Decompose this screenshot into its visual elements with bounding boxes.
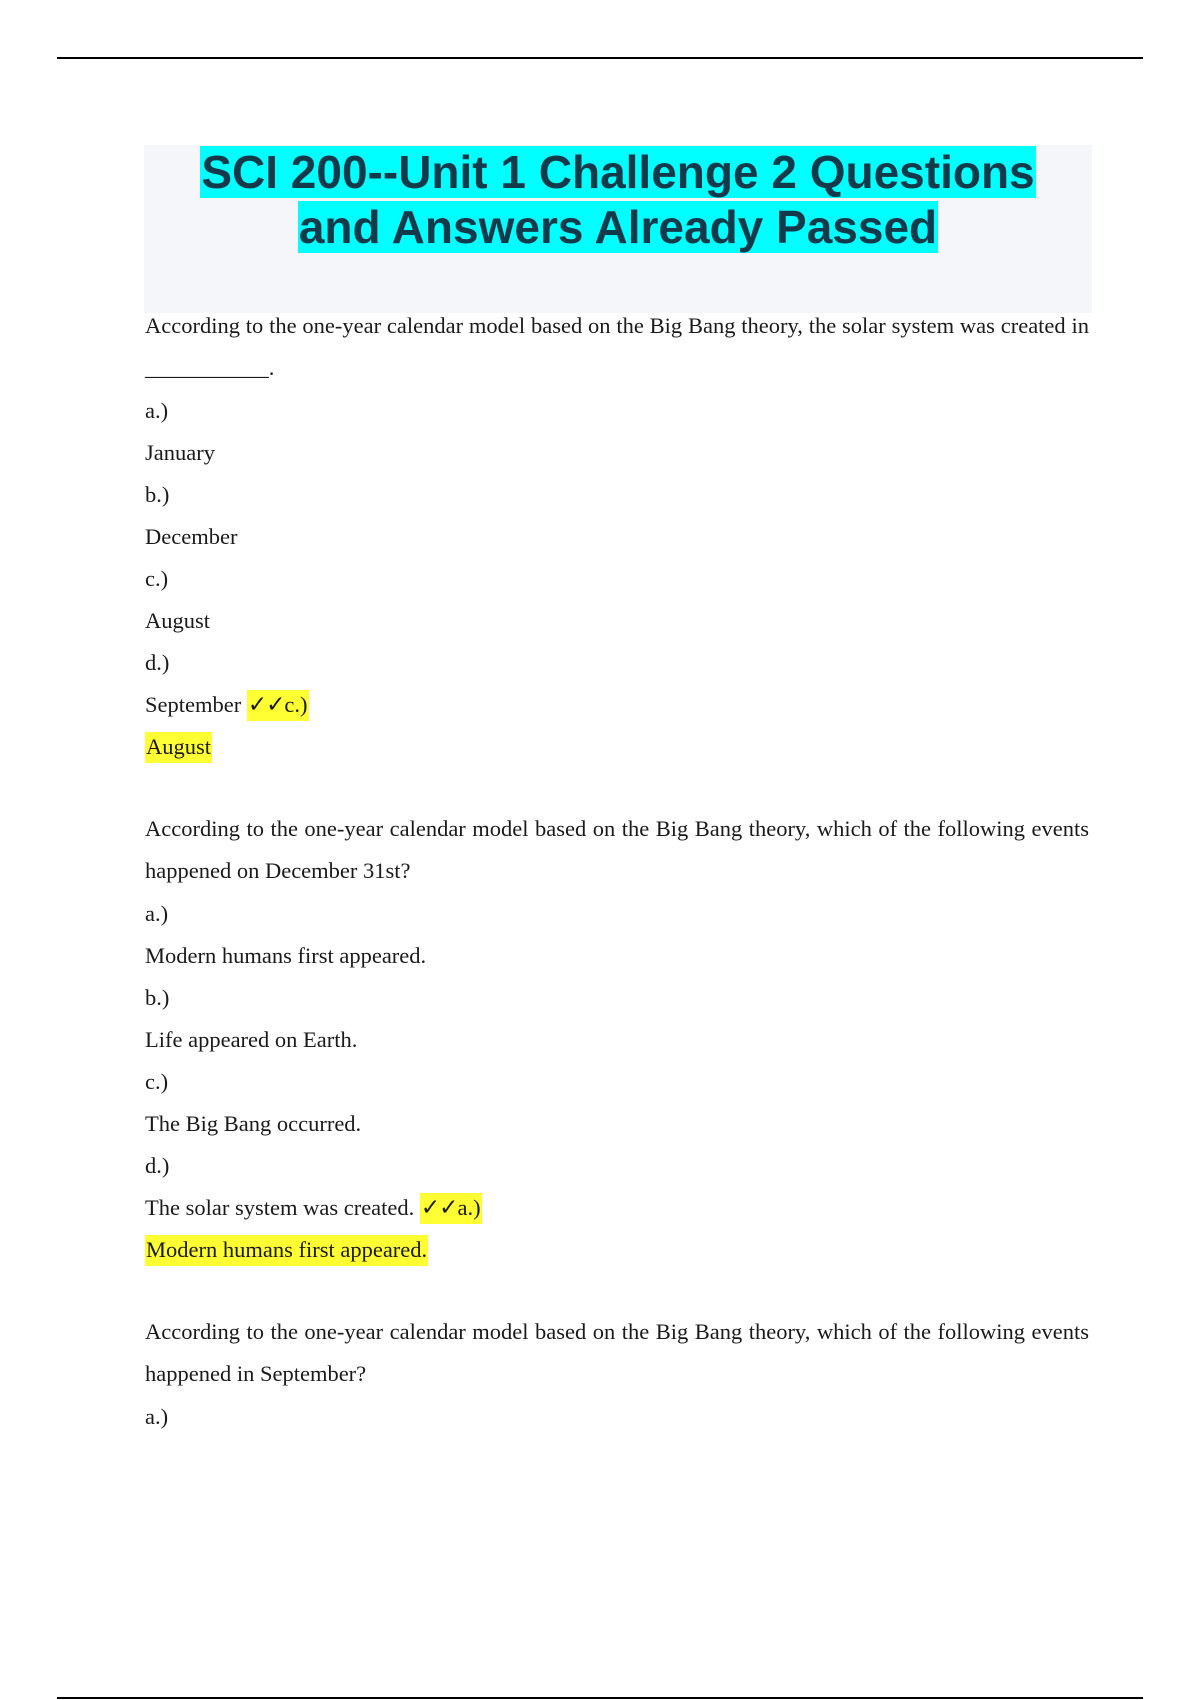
title-line-1: SCI 200--Unit 1 Challenge 2 Questions [201,146,1035,198]
option-label: c.) [145,1069,169,1094]
answer-line [145,1229,1089,1271]
answer-text: Modern humans first appeared. [145,1235,428,1266]
option-text: January [145,440,215,465]
top-rule [57,57,1143,59]
option-text: The solar system was created. [145,1195,415,1220]
option-with-answer [145,684,1089,726]
answer-marker [420,1193,482,1224]
title-line-2: and Answers Already Passed [298,201,938,253]
option-text: September [145,692,242,717]
answer-marker [247,690,309,721]
question-2 [145,808,1089,1271]
answer-label: a.) [457,1195,481,1220]
check-icon: ✓✓ [420,1195,458,1221]
option-label: b.) [145,985,170,1010]
answer-line [145,726,1089,768]
question-3 [145,1311,1089,1438]
question-spacer [145,1271,1089,1311]
answer-label: c.) [284,692,308,717]
option-text: August [145,608,211,633]
option-text: Life appeared on Earth. [145,1027,358,1052]
answer-text: August [145,732,212,763]
question-spacer [145,768,1089,808]
option-label: c.) [145,566,169,591]
document-body [145,305,1089,1438]
bottom-rule [57,1697,1143,1699]
option-label: d.) [145,650,170,675]
option-text: Modern humans first appeared. [145,943,427,968]
check-icon: ✓✓ [247,692,285,718]
option-text: The Big Bang occurred. [145,1111,362,1136]
option-with-answer [145,1187,1089,1229]
option-label: d.) [145,1153,170,1178]
option-label: a.) [145,398,169,423]
question-text: According to the one-year calendar model based on the Big Bang theory, which of the following events happened on December 31st? [145,816,1089,883]
question-1 [145,305,1089,768]
option-label: b.) [145,482,170,507]
question-text: According to the one-year calendar model based on the Big Bang theory, the solar system was created in ___________. [145,313,1089,380]
option-text: December [145,524,238,549]
option-label: a.) [145,901,169,926]
document-title [144,145,1092,255]
question-text: According to the one-year calendar model based on the Big Bang theory, which of the following events happened in September? [145,1319,1089,1386]
option-label: a.) [145,1404,169,1429]
